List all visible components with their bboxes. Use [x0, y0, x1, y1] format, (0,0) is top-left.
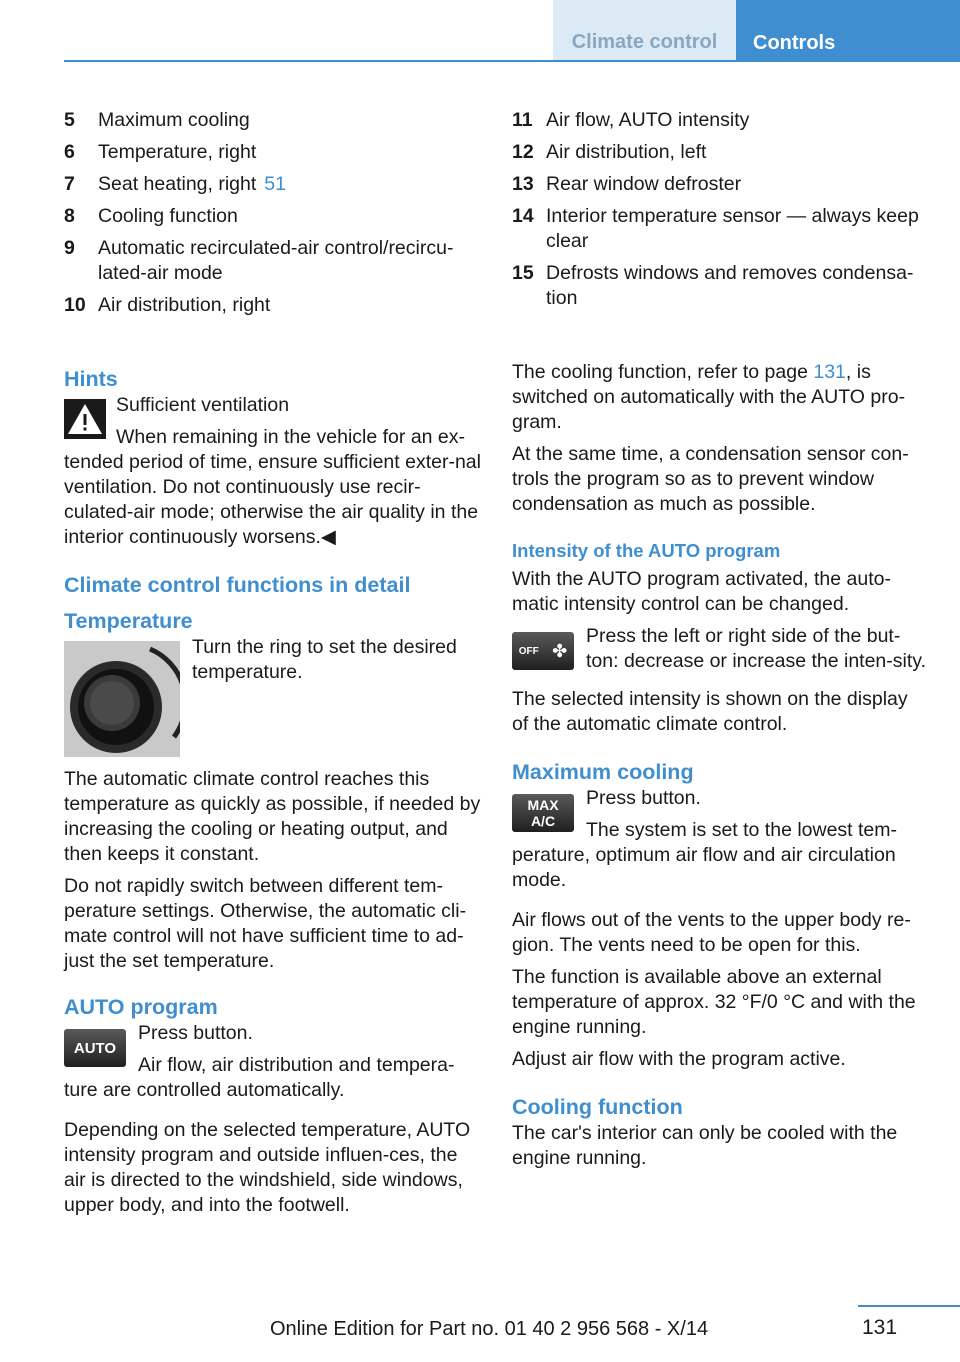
fan-icon: ✤	[552, 640, 568, 661]
intensity-paragraph: With the AUTO program activated, the auto-matic intensity control can be changed.	[512, 568, 891, 615]
auto-program-heading: AUTO program	[64, 995, 218, 1019]
intensity-button-image	[512, 632, 574, 670]
temperature-paragraph: Do not rapidly switch between different tem-perature settings. Otherwise, the automatic cli-mate control will not have sufficient time to ad-just the set temperature.	[64, 875, 467, 972]
list-item	[64, 140, 482, 165]
item-text: Seat heating, right	[98, 173, 257, 195]
temperature-knob-image	[64, 641, 180, 757]
item-number: 12	[512, 141, 534, 163]
item-text: Cooling function	[98, 205, 238, 227]
page-reference-link[interactable]: 131	[813, 361, 846, 383]
legend-list-left	[64, 108, 482, 318]
item-number: 10	[64, 294, 86, 316]
warning-body: When remaining in the vehicle for an ex-tended period of time, ensure sufficient exter-nal ventilation. Do not continuously use recir-culated-air mode; otherwise the air quality in the interior continuously worsens.◀	[64, 426, 481, 548]
max-cooling-paragraph: Adjust air flow with the program active.	[512, 1048, 846, 1070]
item-text: Defrosts windows and removes condensa-tion	[546, 262, 914, 309]
list-item	[64, 204, 482, 229]
item-number: 14	[512, 205, 534, 227]
item-number: 5	[64, 109, 75, 131]
max-cooling-paragraph: The function is available above an external temperature of approx. 32 °F/0 °C and with the engine running.	[512, 966, 916, 1038]
item-number: 9	[64, 237, 75, 259]
intensity-paragraph: The selected intensity is shown on the display of the automatic climate control.	[512, 688, 908, 735]
auto-press-instruction: Press button.	[138, 1022, 253, 1044]
list-item	[512, 172, 928, 197]
right-column	[512, 108, 928, 1178]
item-text: Interior temperature sensor — always keep clear	[546, 205, 919, 252]
intensity-press-instruction: Press the left or right side of the but-ton: decrease or increase the inten-sity.	[586, 625, 926, 672]
list-item	[512, 261, 928, 311]
max-cooling-paragraph: Air flows out of the vents to the upper body re-gion. The vents need to be open for this.	[512, 909, 911, 956]
item-number: 15	[512, 262, 534, 284]
hints-heading: Hints	[64, 367, 118, 391]
list-item	[64, 108, 482, 133]
off-label: OFF	[518, 645, 539, 657]
left-column	[64, 108, 482, 1225]
item-text: Air flow, AUTO intensity	[546, 109, 750, 131]
footer-rule	[858, 1305, 960, 1307]
cooling-function-paragraph: The car's interior can only be cooled with the engine running.	[512, 1122, 898, 1169]
item-text: Maximum cooling	[98, 109, 250, 131]
item-text: Air distribution, right	[98, 294, 271, 316]
maximum-cooling-heading: Maximum cooling	[512, 760, 694, 784]
auto-button-image: AUTO	[64, 1029, 126, 1067]
list-item	[512, 204, 928, 254]
header-rule	[64, 60, 960, 62]
item-number: 13	[512, 173, 534, 195]
list-item	[64, 172, 482, 197]
item-number: 8	[64, 205, 75, 227]
condensation-paragraph: At the same time, a condensation sensor con-trols the program so as to prevent window condensation as much as possible.	[512, 443, 909, 515]
temperature-heading: Temperature	[64, 609, 193, 633]
list-item	[64, 293, 482, 318]
list-item	[64, 236, 482, 286]
max-cooling-press-instruction: Press button.	[586, 787, 701, 809]
item-text: Automatic recirculated-air control/recircu-lated-air mode	[98, 237, 454, 284]
functions-heading: Climate control functions in detail	[64, 573, 411, 597]
legend-list-right	[512, 108, 928, 311]
item-text: Temperature, right	[98, 141, 257, 163]
list-item	[512, 140, 928, 165]
warning-title: Sufficient ventilation	[116, 394, 290, 416]
auto-paragraph: Depending on the selected temperature, AUTO intensity program and outside influen-ces, the air is directed to the windshield, side windows, upper body, and into the footwell.	[64, 1119, 471, 1216]
max-ac-button-image: MAX A/C	[512, 794, 574, 832]
auto-paragraph: Air flow, air distribution and tempera-ture are controlled automatically.	[64, 1054, 455, 1101]
cooling-reference-paragraph: The cooling function, refer to page 131, is switched on automatically with the AUTO pro-gram.	[512, 361, 906, 433]
item-number: 6	[64, 141, 75, 163]
item-text: Rear window defroster	[546, 173, 742, 195]
page-number: 131	[862, 1316, 898, 1339]
temperature-paragraph: The automatic climate control reaches this temperature as quickly as possible, if needed by increasing the cooling or heating output, and then keeps it constant.	[64, 768, 481, 865]
max-cooling-paragraph: The system is set to the lowest tem-perature, optimum air flow and air circulation mode.	[512, 819, 898, 891]
page-reference-link[interactable]: 51	[264, 173, 286, 195]
item-text: Air distribution, left	[546, 141, 707, 163]
header-chapter-title: Controls	[736, 0, 960, 62]
intensity-heading: Intensity of the AUTO program	[512, 540, 781, 561]
footer-edition-text: Online Edition for Part no. 01 40 2 956 568 - X/14	[270, 1318, 709, 1340]
list-item	[512, 108, 928, 133]
temperature-intro: Turn the ring to set the desired temperature.	[192, 636, 457, 683]
cooling-function-heading: Cooling function	[512, 1095, 683, 1119]
warning-icon	[64, 399, 106, 439]
item-number: 11	[512, 109, 533, 131]
header-section-title: Climate control	[553, 0, 736, 60]
item-number: 7	[64, 173, 75, 195]
